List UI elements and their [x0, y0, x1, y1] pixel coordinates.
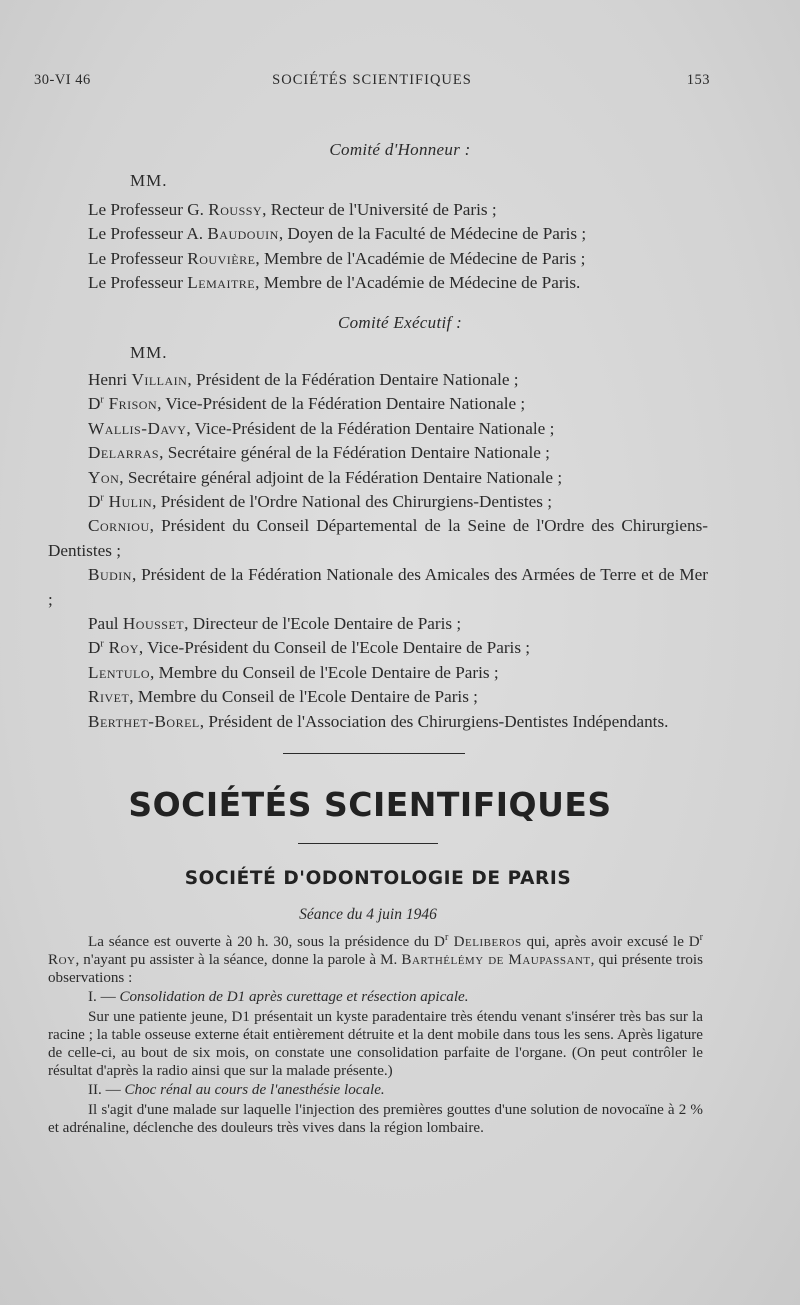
session-report	[48, 931, 704, 1138]
committee-member: Yon, Secrétaire général adjoint de la Fédération Dentaire Nationale ;	[88, 467, 563, 487]
committee-member: Le Professeur Lemaitre, Membre de l'Académie de Médecine de Paris.	[88, 273, 581, 293]
committee-member: Corniou, Président du Conseil Départemental de la Seine de l'Ordre des Chirurgiens-Dentistes ;	[48, 516, 708, 560]
committee-member: Wallis-Davy, Vice-Président de la Fédération Dentaire Nationale ;	[88, 418, 555, 438]
committee-member: $D^r$ Frison, Vice-Président de la Fédération Dentaire Nationale ;	[88, 394, 526, 414]
committee-member: Lentulo, Membre du Conseil de l'Ecole Dentaire de Paris ;	[88, 662, 499, 682]
committee-member: Delarras, Secrétaire général de la Fédération Dentaire Nationale ;	[88, 443, 550, 463]
executive-committee-title: Comité Exécutif :	[337, 313, 463, 332]
observation-heading-2: II. — Choc rénal au cours de l'anesthésie locale.	[88, 1082, 385, 1099]
honour-committee-title: Comité d'Honneur :	[329, 140, 471, 159]
committee-member: Le Professeur A. Baudouin, Doyen de la Faculté de Médecine de Paris ;	[88, 224, 587, 244]
honour-committee-list	[48, 198, 708, 296]
observation-heading-1: I. — Consolidation de D1 après curettage et résection apicale.	[88, 989, 469, 1006]
committee-member: Berthet-Borel, Président de l'Association des Chirurgiens-Dentistes Indépendants.	[88, 711, 669, 731]
section-underline	[298, 843, 438, 844]
committee-member: Le Professeur Rouvière, Membre de l'Académie de Médecine de Paris ;	[88, 248, 586, 268]
committee-member: Henri Villain, Président de la Fédération Dentaire Nationale ;	[88, 370, 519, 389]
session-date: Séance du 4 juin 1946	[299, 906, 437, 923]
committee-member: $D^r$ Hulin, Président de l'Ordre National des Chirurgiens-Dentistes ;	[88, 492, 553, 512]
separator-rule	[283, 753, 465, 754]
observation-paragraph-1: Sur une patiente jeune, D1 présentait un kyste paradentaire très étendu venant s'insérer très bas sur la racine ; la table osseuse externe était entièrement détruite et la dent mobile dans tous les sens. Après ligature de celle-ci, au bout de six mois, on constate une consolidation parfaite de l'organe. (On peut contrôler le résultat d'après la radio ainsi que sur la malade présente.)	[48, 1009, 703, 1079]
observation-paragraph-2: Il s'agit d'une malade sur laquelle l'injection des premières gouttes d'une solution de novocaïne à 2 % et adrénaline, déclenche des douleurs très vives dans la région lombaire.	[48, 1102, 703, 1136]
page-number: 153	[686, 72, 710, 88]
committee-member: Le Professeur G. Roussy, Recteur de l'Université de Paris ;	[88, 200, 497, 219]
running-head-title: SOCIÉTÉS SCIENTIFIQUES	[272, 72, 472, 88]
committee-member: Budin, Président de la Fédération Nationale des Amicales des Armées de Terre et de Mer ;	[48, 565, 708, 609]
section-title: SOCIÉTÉS SCIENTIFIQUES	[128, 785, 612, 824]
executive-committee-list	[48, 368, 708, 734]
running-head-date: 30-VI 46	[34, 72, 91, 88]
running-head	[34, 72, 710, 92]
committee-member: Paul Housset, Directeur de l'Ecole Dentaire de Paris ;	[88, 614, 462, 634]
committee-member: $D^r$ Roy, Vice-Président du Conseil de l'Ecole Dentaire de Paris ;	[88, 638, 531, 658]
executive-mm: MM.	[130, 343, 168, 362]
committee-member: Rivet, Membre du Conseil de l'Ecole Dentaire de Paris ;	[88, 687, 478, 707]
honour-mm: MM.	[130, 171, 168, 190]
opening-paragraph: La séance est ouverte à 20 h. 30, sous la présidence du $D^r$ Deliberos qui, après avoir excusé le $D^r$ Roy, n'ayant pu assister à la séance, donne la parole à M. Barthélémy de Maupassant, qui présente trois observations :	[48, 931, 704, 986]
society-title: SOCIÉTÉ D'ODONTOLOGIE DE PARIS	[184, 868, 572, 889]
